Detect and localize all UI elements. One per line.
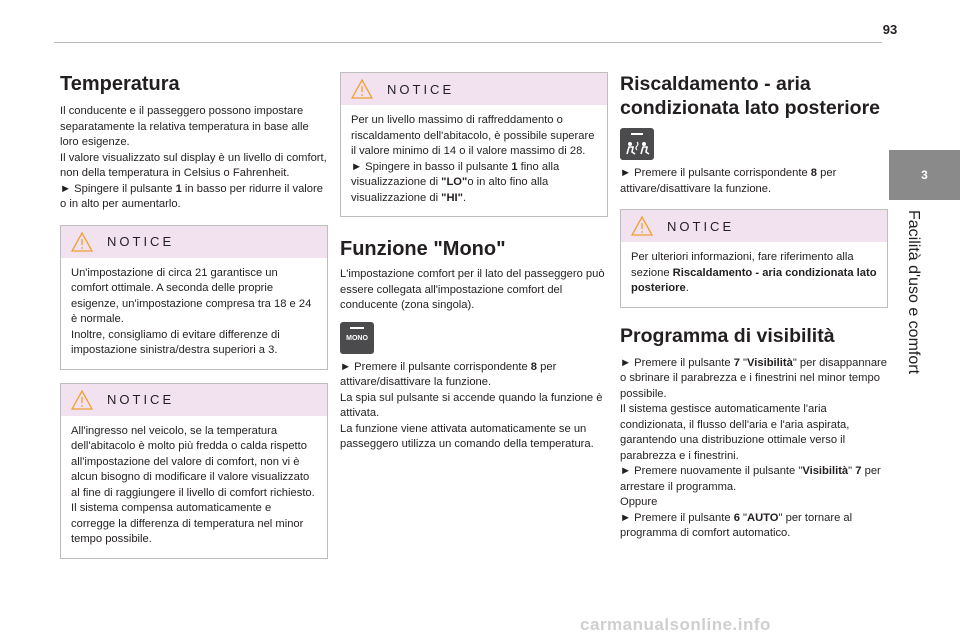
column-mono — [340, 72, 608, 453]
paragraph: ► Premere il pulsante 7 "Visibilità" per disappannare o sbrinare il parabrezza e i finestrini nel minor tempo possibile. Il sistema gestisce automaticamente l'aria condizionata, il flusso dell'aria e l'aria aspirata, garantendo una distribuzione ottimale verso il parabrezza e i finestrini. ► Premere nuovamente il pulsante "Visibilità" 7 per arrestare il programma. Oppure ► Premere il pulsante 6 "AUTO" per tornare al programma di comfort automatico. — [620, 356, 887, 539]
mono-button-icon: MONO — [340, 322, 374, 354]
arrow-icon: ► — [60, 182, 72, 195]
notice-text: Per ulteriori informazioni, fare riferimento alla sezione Riscaldamento - aria condizionata lato posteriore. — [631, 251, 877, 294]
arrow-icon: ► — [620, 465, 632, 477]
section-heading-temperatura: Temperatura — [60, 73, 180, 95]
paragraph: Il conducente e il passeggero possono impostare separatamente la relativa temperatura in base alle loro esigenze. Il valore visualizzato sul display è un livello di comfort, non della temperatura in Celsius o Fahrenheit. ► Spingere il pulsante 1 in basso per ridurre il valore o in alto per aumentarlo. — [60, 105, 327, 210]
notice-header — [341, 73, 607, 105]
paragraph: ► Premere il pulsante corrispondente 8 per attivare/disattivare la funzione. — [620, 167, 837, 195]
arrow-icon: ► — [351, 160, 363, 173]
arrow-icon: ► — [620, 511, 632, 524]
warning-icon — [71, 390, 93, 410]
notice-box — [60, 225, 328, 370]
notice-header — [61, 384, 327, 416]
page-number: 93 — [882, 22, 898, 37]
column-temperatura — [60, 72, 328, 559]
header-divider — [54, 42, 882, 43]
chapter-tab[interactable]: 3 — [889, 150, 960, 200]
notice-text: Un'impostazione di circa 21 garantisce un comfort ottimale. A seconda delle proprie esigenze, un'impostazione compresa tra 18 e 24 è normale. Inoltre, consigliamo di evitare differenze di impostazione sinistra/destra superiori a 3. — [71, 266, 312, 356]
warning-icon — [71, 232, 93, 252]
notice-box — [60, 383, 328, 559]
notice-title: NOTICE — [387, 81, 455, 97]
notice-box — [620, 209, 888, 308]
notice-title: NOTICE — [107, 234, 175, 249]
rear-ac-button-icon — [620, 128, 654, 160]
column-riscaldamento — [620, 72, 888, 542]
warning-icon — [631, 216, 653, 236]
notice-text: Per un livello massimo di raffreddamento o riscaldamento dell'abitacolo, è possibile superare il valore minimo di 14 o il valore massimo di 28. ► Spingere in basso il pulsante 1 fino alla visualizzazione di "LO"o in alto fino alla visualizzazione di "HI". — [351, 114, 595, 204]
section-heading-rear-ac: Riscaldamento - aria condizionata lato posteriore — [620, 73, 881, 119]
paragraph: L'impostazione comfort per il lato del passeggero può essere collegata all'impostazione comfort del conducente (zona singola). — [340, 268, 605, 311]
warning-icon — [351, 79, 373, 99]
notice-box — [340, 72, 608, 217]
notice-text: All'ingresso nel veicolo, se la temperatura dell'abitacolo è molto più fredda o calda rispetto all'impostazione del valore di comfort, non vi è alcun bisogno di modificare il valore visualizzato al fine di raggiungere il livello di comfort richiesto. Il sistema compensa automaticamente e corregge la differenza di temperatura nel minor tempo possibile. — [71, 424, 315, 545]
watermark[interactable]: carmanualsonline.info — [580, 615, 771, 634]
notice-header — [61, 226, 327, 258]
paragraph: ► Premere il pulsante corrispondente 8 per attivare/disattivare la funzione. La spia sul pulsante si accende quando la funzione è attivata. La funzione viene attivata automaticamente se un passeggero utilizza un comando della temperatura. — [340, 360, 603, 450]
notice-header — [621, 210, 887, 242]
section-heading-visibility: Programma di visibilità — [620, 324, 835, 347]
section-heading-mono: Funzione "Mono" — [340, 238, 506, 260]
notice-title: NOTICE — [667, 218, 735, 234]
chapter-title: Facilità d'uso e comfort — [905, 210, 922, 375]
arrow-icon: ► — [620, 167, 632, 179]
notice-title: NOTICE — [107, 392, 175, 407]
arrow-icon: ► — [340, 360, 352, 373]
arrow-icon: ► — [620, 356, 632, 369]
